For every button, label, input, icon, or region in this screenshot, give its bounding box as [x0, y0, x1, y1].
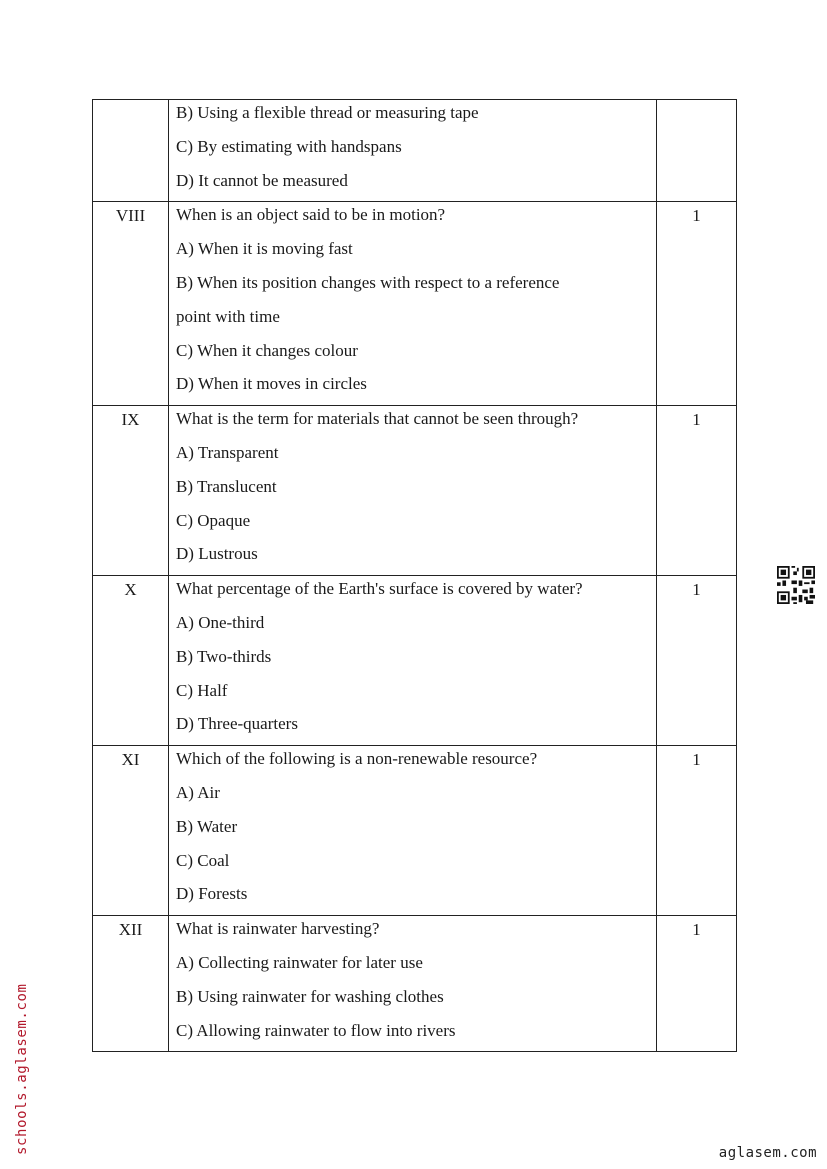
question-text-cell: [169, 100, 657, 202]
question-number: IX: [121, 410, 140, 430]
question-number: XII: [118, 920, 143, 940]
marks-value: 1: [692, 410, 701, 430]
question-number-cell: [93, 916, 169, 1052]
question-line: D) It cannot be measured: [176, 170, 348, 190]
qr-code-icon: [777, 566, 815, 604]
question-number: VIII: [115, 206, 146, 226]
question-row: [93, 100, 737, 202]
marks-value: 1: [692, 750, 701, 770]
question-line: A) Air: [176, 782, 220, 802]
marks-cell: [657, 746, 737, 916]
question-line: A) Collecting rainwater for later use: [176, 952, 423, 972]
question-row: [93, 746, 737, 916]
question-number-cell: [93, 100, 169, 202]
question-row: [93, 576, 737, 746]
question-number: XI: [121, 750, 140, 770]
question-line: B) Using a flexible thread or measuring tape: [176, 103, 479, 122]
question-line: D) Three-quarters: [176, 714, 298, 734]
question-line: B) Two-thirds: [176, 646, 272, 666]
question-line: A) Transparent: [176, 442, 279, 462]
question-text-cell: [169, 202, 657, 406]
question-text: What percentage of the Earth's surface is covered by water?: [176, 579, 583, 599]
marks-cell: [657, 576, 737, 746]
question-line: D) When it moves in circles: [176, 374, 367, 394]
question-line: B) Water: [176, 816, 238, 836]
question-line: C) When it changes colour: [176, 340, 358, 360]
question-line: A) One-third: [176, 612, 265, 632]
marks-cell: [657, 100, 737, 202]
question-line: A) When it is moving fast: [176, 239, 353, 259]
question-line: C) Allowing rainwater to flow into rivers: [176, 1020, 456, 1040]
question-line: D) Forests: [176, 884, 248, 904]
question-row: [93, 202, 737, 406]
question-text: When is an object said to be in motion?: [176, 205, 446, 225]
question-line: D) Lustrous: [176, 544, 258, 564]
footer-watermark: aglasem.com: [718, 1145, 817, 1161]
marks-cell: [657, 916, 737, 1052]
question-number-cell: [93, 202, 169, 406]
question-line: B) Translucent: [176, 476, 277, 496]
question-number-cell: [93, 576, 169, 746]
question-text: Which of the following is a non-renewable resource?: [176, 749, 538, 769]
question-text: What is rainwater harvesting?: [176, 919, 380, 939]
question-line: point with time: [176, 306, 280, 326]
side-watermark: schools.aglasem.com: [14, 983, 30, 1155]
marks-value: [657, 100, 736, 101]
marks-cell: [657, 406, 737, 576]
question-number: [93, 100, 168, 101]
question-text-cell: [169, 576, 657, 746]
question-text: What is the term for materials that cannot be seen through?: [176, 409, 579, 429]
question-line: C) Coal: [176, 850, 230, 870]
question-text-cell: [169, 916, 657, 1052]
question-text-cell: [169, 406, 657, 576]
marks-value: 1: [692, 206, 701, 226]
question-row: [93, 916, 737, 1052]
question-line: C) Opaque: [176, 510, 251, 530]
question-row: [93, 406, 737, 576]
question-table: [92, 99, 737, 1052]
question-line: B) Using rainwater for washing clothes: [176, 986, 444, 1006]
question-line: C) By estimating with handspans: [176, 136, 402, 156]
question-line: C) Half: [176, 680, 228, 700]
marks-cell: [657, 202, 737, 406]
question-text-cell: [169, 746, 657, 916]
question-number-cell: [93, 746, 169, 916]
marks-value: 1: [692, 920, 701, 940]
question-number: X: [124, 580, 137, 600]
marks-value: 1: [692, 580, 701, 600]
question-table-body: [93, 100, 737, 1052]
question-number-cell: [93, 406, 169, 576]
question-line: B) When its position changes with respect to a reference: [176, 272, 560, 292]
